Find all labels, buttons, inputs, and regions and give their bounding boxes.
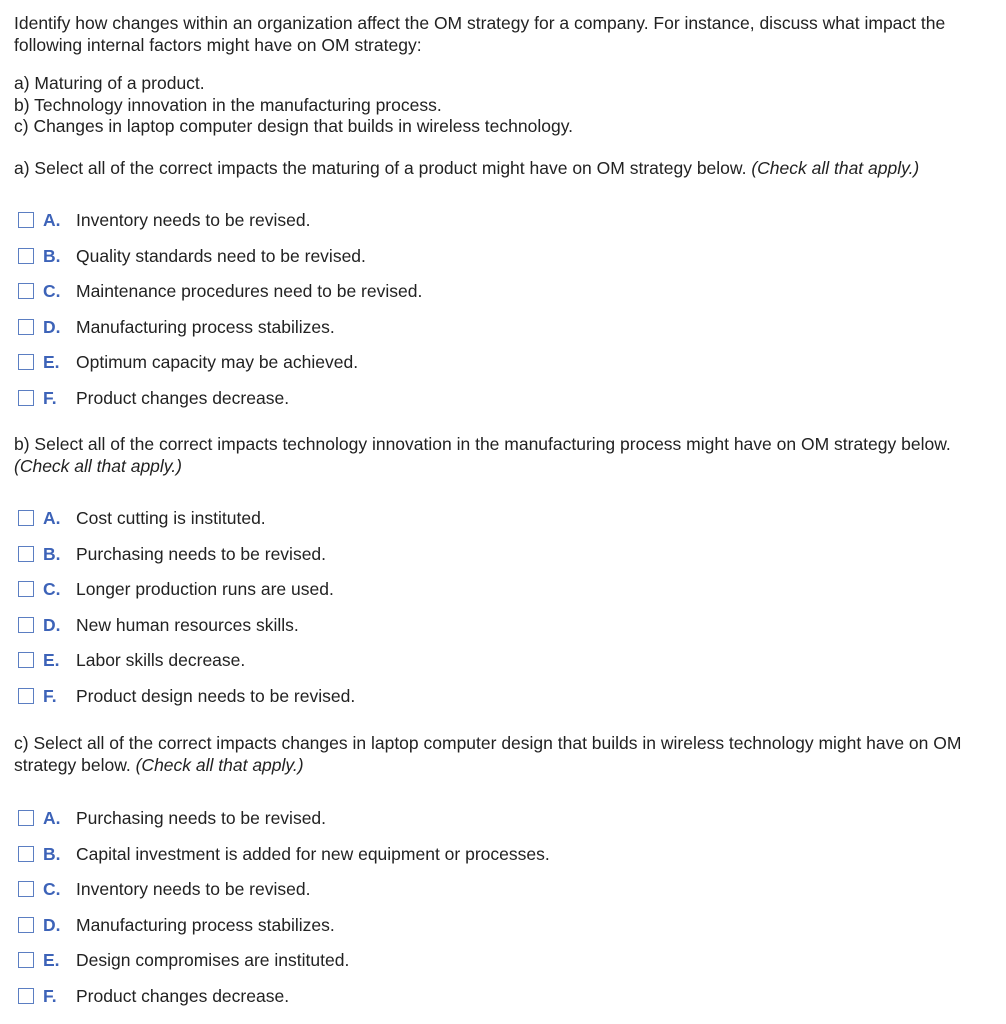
option-letter: F. (43, 387, 57, 408)
option-letter: D. (43, 316, 61, 337)
question-a-option-a[interactable] (18, 210, 422, 246)
option-letter: F. (43, 685, 57, 706)
option-letter: B. (43, 245, 61, 266)
question-a-option-d[interactable] (18, 317, 422, 353)
checkbox[interactable] (18, 510, 34, 526)
checkbox[interactable] (18, 952, 34, 968)
checkbox[interactable] (18, 390, 34, 406)
checkbox[interactable] (18, 917, 34, 933)
option-text: Inventory needs to be revised. (76, 210, 311, 230)
question-b-option-d[interactable] (18, 615, 355, 651)
option-letter: B. (43, 843, 61, 864)
option-letter: C. (43, 879, 61, 899)
question-c-note: (Check all that apply.) (135, 755, 304, 775)
question-a (14, 157, 994, 179)
option-text: Longer production runs are used. (76, 579, 334, 599)
checkbox[interactable] (18, 652, 34, 668)
question-b-option-f[interactable] (18, 686, 355, 722)
question-c-option-b[interactable] (18, 844, 550, 880)
option-text: Purchasing needs to be revised. (76, 543, 327, 564)
question-b-option-a[interactable] (18, 508, 355, 544)
question-c-option-d[interactable] (18, 915, 550, 951)
option-letter: D. (43, 614, 61, 635)
intro-prompt: Identify how changes within an organization affect the OM strategy for a company. For instance, discuss what impact the following internal factors might have on OM strategy: (14, 13, 946, 55)
question-b-note: (Check all that apply.) (14, 456, 182, 476)
question-b-option-c[interactable] (18, 579, 355, 615)
checkbox[interactable] (18, 546, 34, 562)
option-text: Product changes decrease. (76, 387, 290, 408)
checkbox[interactable] (18, 354, 34, 370)
question-a-option-e[interactable] (18, 352, 422, 388)
option-letter: A. (43, 808, 61, 828)
question-b-option-e[interactable] (18, 650, 355, 686)
question-c-option-f[interactable] (18, 986, 550, 1022)
checkbox[interactable] (18, 810, 34, 826)
checkbox[interactable] (18, 283, 34, 299)
question-a-option-c[interactable] (18, 281, 422, 317)
question-b-options (18, 508, 355, 721)
question-c-option-a[interactable] (18, 808, 550, 844)
factor-list (14, 73, 573, 138)
question-a-text: a) Select all of the correct impacts the maturing of a product might have on OM strategy below. (14, 158, 752, 178)
option-letter: F. (43, 985, 57, 1006)
checkbox[interactable] (18, 248, 34, 264)
question-c-text: c) Select all of the correct impacts changes in laptop computer design that builds in wireless technology might have on OM strategy below. (14, 733, 962, 775)
option-letter: C. (43, 281, 61, 301)
option-text: Inventory needs to be revised. (76, 879, 311, 899)
question-b-option-b[interactable] (18, 544, 355, 580)
option-text: Maintenance procedures need to be revised. (76, 281, 423, 301)
option-text: Capital investment is added for new equipment or processes. (76, 843, 550, 864)
intro (14, 12, 994, 56)
option-letter: A. (43, 210, 61, 230)
option-letter: D. (43, 914, 61, 935)
factor-c: c) Changes in laptop computer design that builds in wireless technology. (14, 116, 574, 136)
checkbox[interactable] (18, 212, 34, 228)
option-letter: B. (43, 543, 61, 564)
question-a-options (18, 210, 422, 423)
question-c (14, 732, 994, 776)
option-text: Quality standards need to be revised. (76, 245, 366, 266)
option-text: Purchasing needs to be revised. (76, 808, 327, 828)
factor-a: a) Maturing of a product. (14, 73, 205, 93)
option-text: Manufacturing process stabilizes. (76, 914, 335, 935)
question-c-option-e[interactable] (18, 950, 550, 986)
option-text: Design compromises are instituted. (76, 950, 350, 970)
question-b-text: b) Select all of the correct impacts technology innovation in the manufacturing process might have on OM strategy below. (14, 434, 951, 454)
option-letter: C. (43, 579, 61, 599)
option-text: Product changes decrease. (76, 985, 290, 1006)
option-letter: E. (43, 352, 60, 372)
checkbox[interactable] (18, 581, 34, 597)
option-text: Labor skills decrease. (76, 650, 246, 670)
checkbox[interactable] (18, 688, 34, 704)
checkbox[interactable] (18, 988, 34, 1004)
option-text: Cost cutting is instituted. (76, 508, 266, 528)
question-c-option-c[interactable] (18, 879, 550, 915)
checkbox[interactable] (18, 617, 34, 633)
checkbox[interactable] (18, 319, 34, 335)
question-a-option-b[interactable] (18, 246, 422, 282)
question-b (14, 433, 994, 477)
checkbox[interactable] (18, 881, 34, 897)
question-c-options (18, 808, 550, 1021)
option-text: New human resources skills. (76, 614, 299, 635)
option-letter: A. (43, 508, 61, 528)
question-a-option-f[interactable] (18, 388, 422, 424)
option-text: Optimum capacity may be achieved. (76, 352, 359, 372)
option-letter: E. (43, 650, 60, 670)
question-a-note: (Check all that apply.) (751, 158, 920, 178)
factor-b: b) Technology innovation in the manufacturing process. (14, 94, 442, 115)
option-text: Manufacturing process stabilizes. (76, 316, 335, 337)
option-letter: E. (43, 950, 60, 970)
option-text: Product design needs to be revised. (76, 685, 356, 706)
checkbox[interactable] (18, 846, 34, 862)
